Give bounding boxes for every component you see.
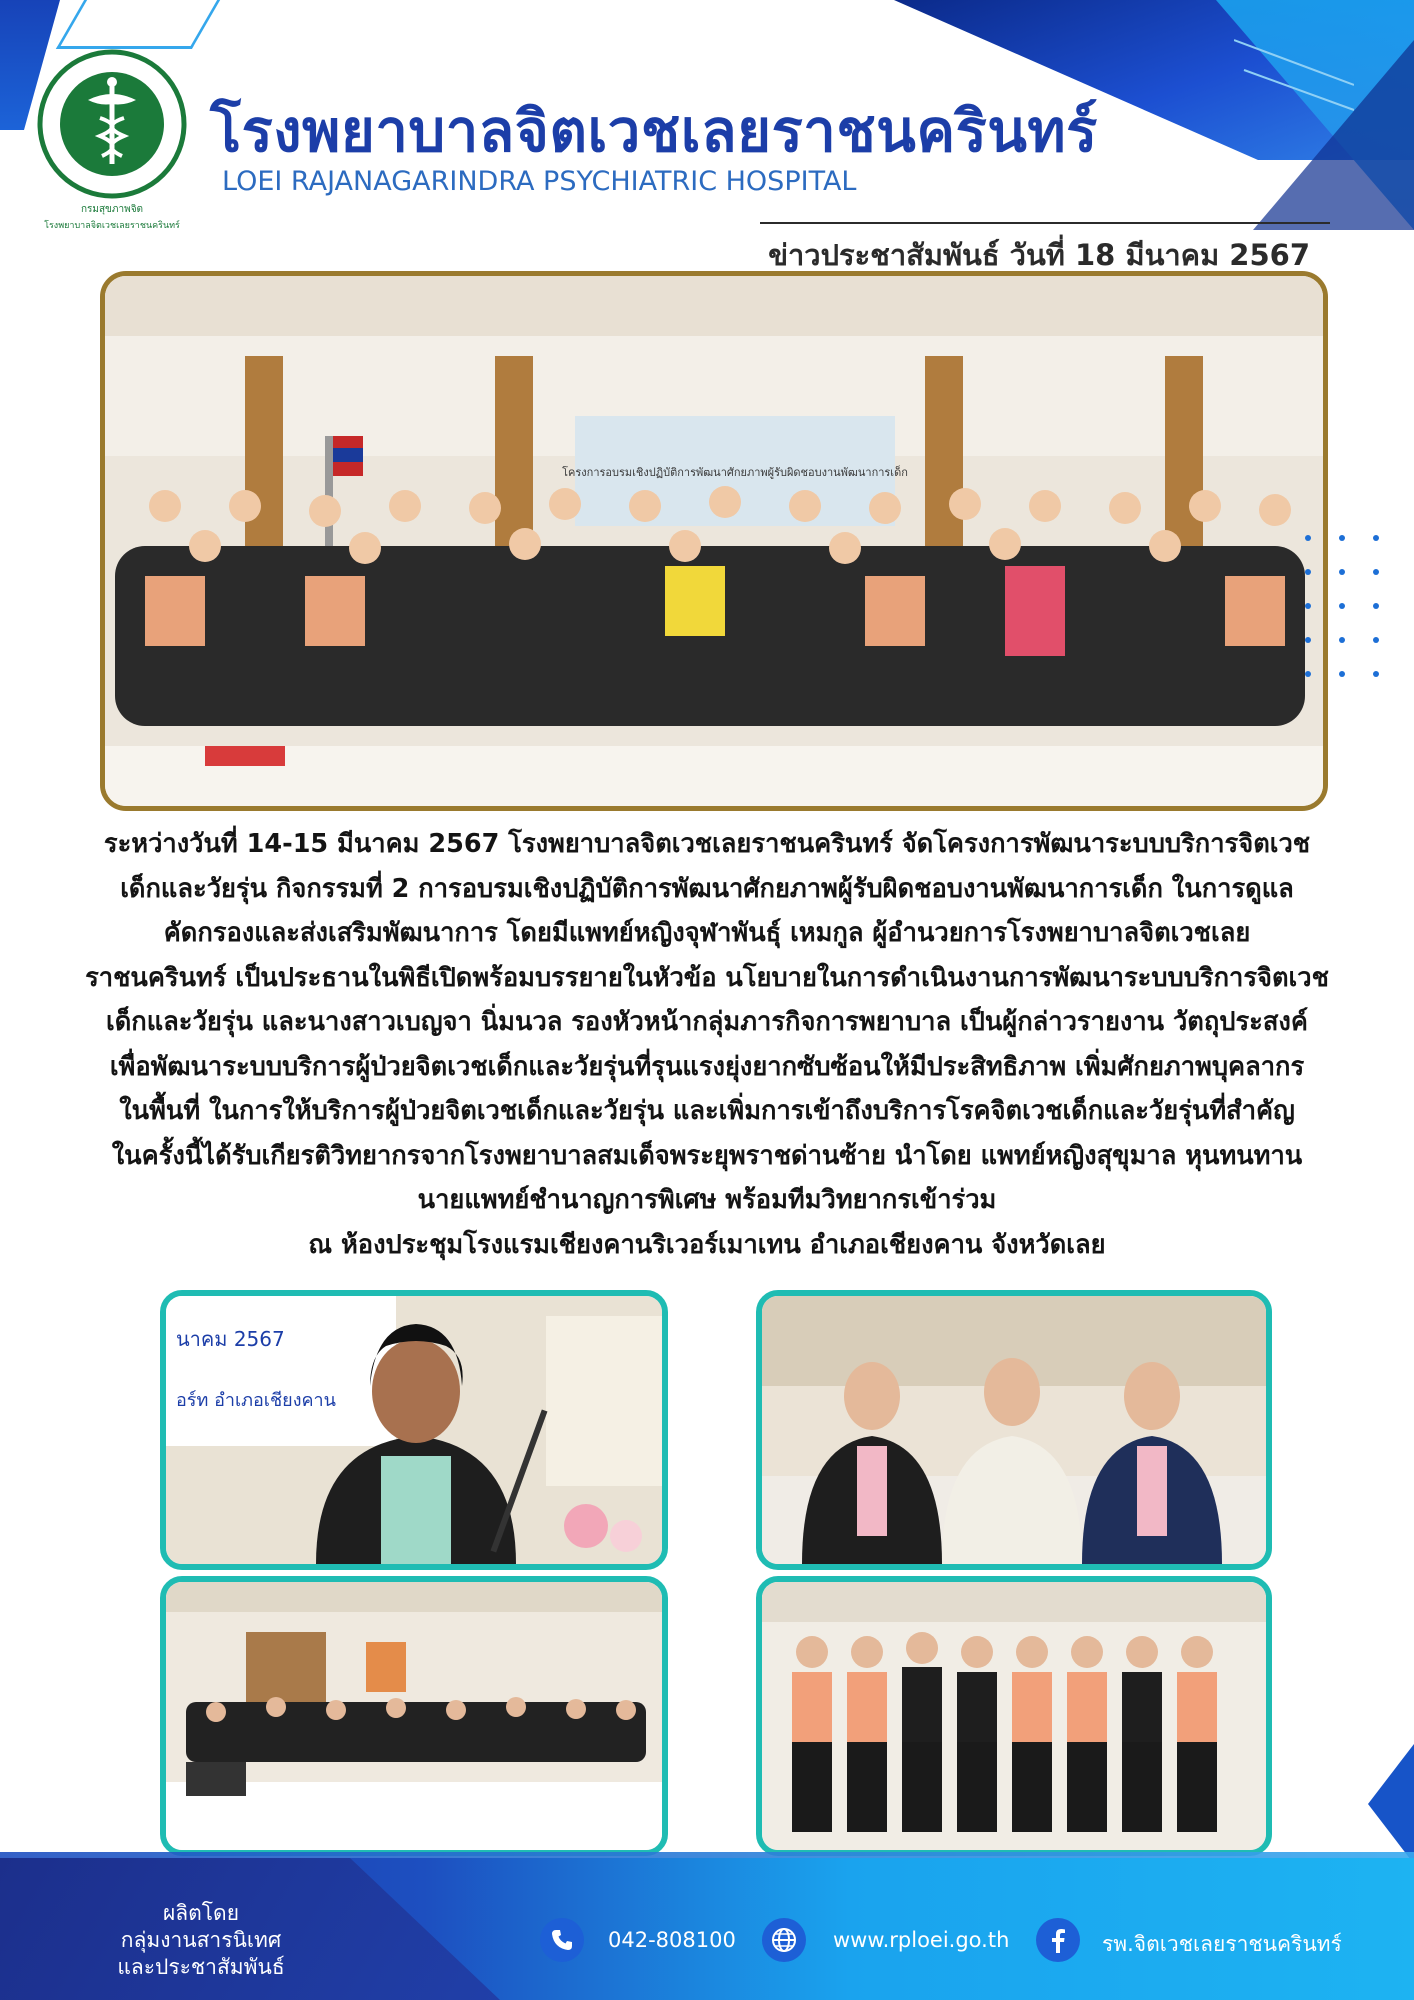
diagonal-lines-decoration bbox=[1234, 30, 1354, 130]
body-line: ในครั้งนี้ได้รับเกียรติวิทยากรจากโรงพยาบาลสมเด็จพระยุพราชด่านซ้าย นำโดย แพทย์หญิงสุขุมาล หุนทนทาน bbox=[111, 1140, 1303, 1171]
facebook-icon bbox=[1036, 1918, 1080, 1962]
producer-line: และประชาสัมพันธ์ bbox=[117, 1955, 285, 1979]
producer-line: ผลิตโดย bbox=[162, 1901, 240, 1925]
body-line: ระหว่างวันที่ 14-15 มีนาคม 2567 โรงพยาบาลจิตเวชเลยราชนครินทร์ จัดโครงการพัฒนาระบบบริการจิตเวช bbox=[103, 829, 1311, 859]
body-line: เด็กและวัยรุ่น และนางสาวเบญจา นิ่มนวล รองหัวหน้ากลุ่มภารกิจการพยาบาล เป็นผู้กล่าวรายงาน วัตถุประสงค์ bbox=[106, 1007, 1308, 1037]
photo-participants bbox=[160, 1576, 668, 1856]
group-photo bbox=[100, 271, 1328, 811]
dots-decoration bbox=[1298, 528, 1386, 704]
producer-credit bbox=[96, 1900, 306, 1981]
globe-icon bbox=[762, 1918, 806, 1962]
phone-icon bbox=[540, 1918, 584, 1962]
body-line: ราชนครินทร์ เป็นประธานในพิธีเปิดพร้อมบรรยายในหัวข้อ นโยบายในการดำเนินงานการพัฒนาระบบบริการจิตเวช bbox=[85, 962, 1329, 993]
body-line: ณ ห้องประชุมโรงแรมเชียงคานริเวอร์เมาเทน อำเภอเชียงคาน จังหวัดเลย bbox=[308, 1229, 1106, 1260]
news-body bbox=[30, 822, 1384, 1267]
date-divider bbox=[760, 222, 1330, 224]
phone-number: 042-808100 bbox=[608, 1928, 736, 1952]
slide-text-2: อร์ท อำเภอเชียงคาน bbox=[176, 1390, 336, 1411]
producer-line: กลุ่มงานสารนิเทศ bbox=[120, 1928, 282, 1952]
body-line: นายแพทย์ชำนาญการพิเศษ พร้อมทีมวิทยากรเข้าร่วม bbox=[417, 1185, 997, 1215]
photo-speaker bbox=[160, 1290, 668, 1570]
body-line: คัดกรองและส่งเสริมพัฒนาการ โดยมีแพทย์หญิงจุฬาพันธุ์ เหมกูล ผู้อำนวยการโรงพยาบาลจิตเวชเลย bbox=[163, 918, 1251, 948]
body-line: ในพื้นที่ ในการให้บริการผู้ป่วยจิตเวชเด็กและวัยรุ่น และเพิ่มการเข้าถึงบริการโรคจิตเวชเด็กและวัยรุ่นที่สำคัญ bbox=[119, 1096, 1295, 1126]
hospital-name-english: LOEI RAJANAGARINDRA PSYCHIATRIC HOSPITAL bbox=[222, 166, 857, 197]
photo-team bbox=[756, 1576, 1272, 1856]
body-line: เด็กและวัยรุ่น กิจกรรมที่ 2 การอบรมเชิงปฏิบัติการพัฒนาศักยภาพผู้รับผิดชอบงานพัฒนาการเด็ก ในการดูแล bbox=[120, 873, 1294, 904]
logo-caption-1: กรมสุขภาพจิต bbox=[80, 204, 144, 215]
ministry-logo bbox=[36, 48, 188, 236]
photo-three-women bbox=[756, 1290, 1272, 1570]
website-link[interactable]: www.rploei.go.th bbox=[833, 1928, 1010, 1952]
corner-outline-decoration bbox=[56, 0, 220, 49]
banner-text: โครงการอบรมเชิงปฏิบัติการพัฒนาศักยภาพผู้รับผิดชอบงานพัฒนาการเด็ก bbox=[562, 466, 908, 479]
side-triangle-decoration bbox=[1368, 1744, 1414, 1864]
slide-text-1: นาคม 2567 bbox=[176, 1327, 285, 1351]
body-line: เพื่อพัฒนาระบบบริการผู้ป่วยจิตเวชเด็กและวัยรุ่นที่รุนแรงยุ่งยากซับซ้อนให้มีประสิทธิภาพ เพิ่มศักยภาพบุคลากร bbox=[109, 1051, 1305, 1082]
facebook-page-link[interactable]: รพ.จิตเวชเลยราชนครินทร์ bbox=[1102, 1932, 1342, 1956]
logo-caption-2: โรงพยาบาลจิตเวชเลยราชนครินทร์ bbox=[44, 221, 180, 231]
hospital-name-thai: โรงพยาบาลจิตเวชเลยราชนครินทร์ bbox=[210, 97, 1098, 165]
news-date: ข่าวประชาสัมพันธ์ วันที่ 18 มีนาคม 2567 bbox=[768, 238, 1310, 272]
